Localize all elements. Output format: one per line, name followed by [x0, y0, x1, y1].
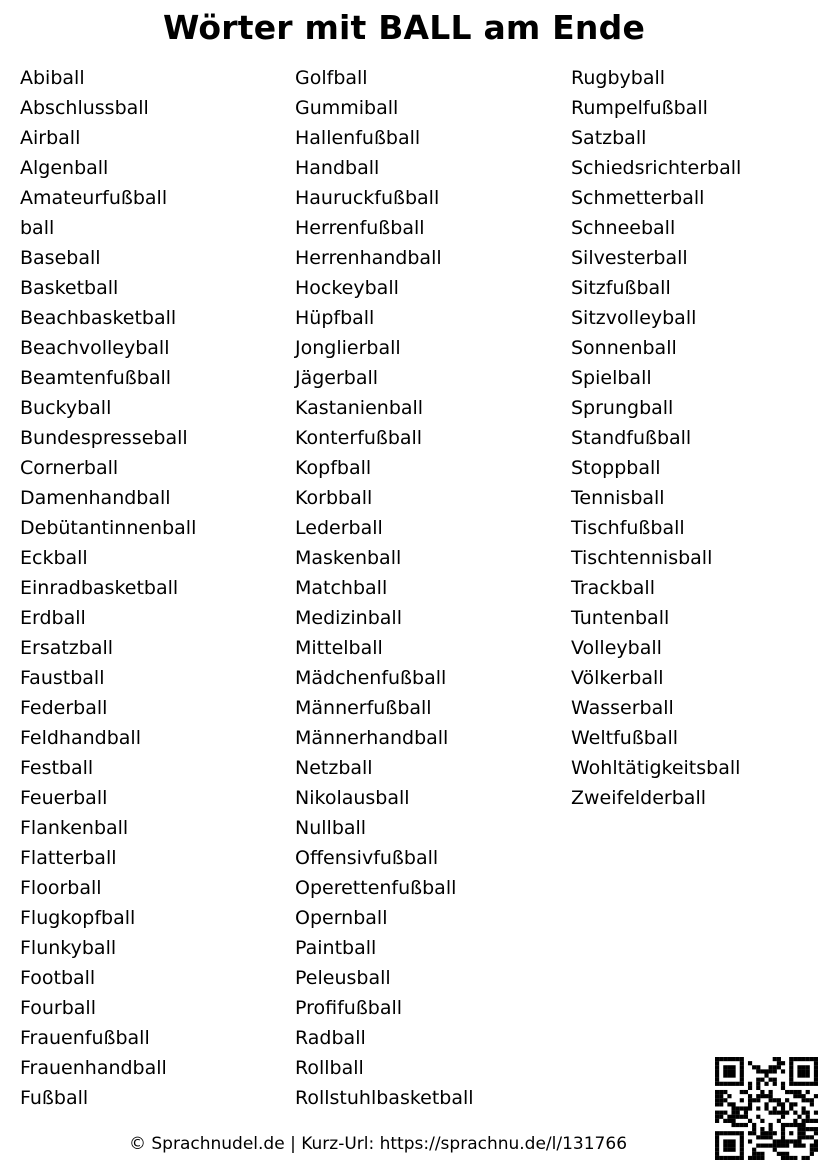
word-item: Opernball [295, 907, 388, 929]
word-item: Schiedsrichterball [571, 157, 742, 179]
word-item: Fußball [20, 1087, 89, 1109]
word-item: Männerfußball [295, 697, 432, 719]
word-item: Golfball [295, 67, 368, 89]
word-item: Einradbasketball [20, 577, 179, 599]
word-item: Eckball [20, 547, 88, 569]
word-item: Weltfußball [571, 727, 679, 749]
word-column-1 [20, 63, 295, 1113]
footer-text: © Sprachnudel.de | Kurz-Url: https://sprachnu.de/l/131766 [128, 1134, 628, 1154]
word-item: Beachbasketball [20, 307, 177, 329]
word-item: Silvesterball [571, 247, 688, 269]
word-item: Korbball [295, 487, 373, 509]
word-item: Satzball [571, 127, 647, 149]
word-item: Sitzvolleyball [571, 307, 697, 329]
word-item: Bundespresseball [20, 427, 188, 449]
word-item: Nikolausball [295, 787, 410, 809]
word-item: Kastanienball [295, 397, 424, 419]
word-item: Rugbyball [571, 67, 666, 89]
word-item: Stoppball [571, 457, 661, 479]
word-item: Kopfball [295, 457, 372, 479]
word-column-2 [295, 63, 571, 1113]
word-item: Sonnenball [571, 337, 677, 359]
word-item: Football [20, 967, 96, 989]
word-item: Völkerball [571, 667, 664, 689]
word-item: Amateurfußball [20, 187, 168, 209]
word-item: Feldhandball [20, 727, 141, 749]
word-item: Beamtenfußball [20, 367, 172, 389]
word-item: Medizinball [295, 607, 402, 629]
word-item: Flatterball [20, 847, 117, 869]
word-item: Jonglierball [295, 337, 401, 359]
word-item: Cornerball [20, 457, 119, 479]
word-item: Frauenhandball [20, 1057, 167, 1079]
word-item: Herrenfußball [295, 217, 425, 239]
word-item: Erdball [20, 607, 86, 629]
word-item: Standfußball [571, 427, 692, 449]
word-item: Netzball [295, 757, 373, 779]
word-item: Tischfußball [571, 517, 685, 539]
word-item: Matchball [295, 577, 388, 599]
word-item: Gummiball [295, 97, 399, 119]
word-item: Offensivfußball [295, 847, 439, 869]
word-item: Rollball [295, 1057, 364, 1079]
word-item: Floorball [20, 877, 102, 899]
word-item: Hockeyball [295, 277, 399, 299]
word-column-3 [571, 63, 807, 813]
word-item: Flankenball [20, 817, 129, 839]
word-item: Tennisball [571, 487, 665, 509]
word-item: Konterfußball [295, 427, 423, 449]
word-item: Algenball [20, 157, 109, 179]
word-item: Paintball [295, 937, 377, 959]
word-item: Baseball [20, 247, 101, 269]
word-item: Feuerball [20, 787, 108, 809]
word-item: Federball [20, 697, 108, 719]
word-item: Trackball [571, 577, 655, 599]
word-list [20, 63, 807, 1113]
word-item: Hauruckfußball [295, 187, 440, 209]
word-item: Tuntenball [571, 607, 670, 629]
word-item: Zweifelderball [571, 787, 707, 809]
word-item: Wasserball [571, 697, 674, 719]
word-item: Sprungball [571, 397, 674, 419]
word-item: Peleusball [295, 967, 391, 989]
word-item: ball [20, 217, 55, 239]
word-item: Sitzfußball [571, 277, 671, 299]
word-item: Volleyball [571, 637, 662, 659]
word-item: Frauenfußball [20, 1027, 150, 1049]
word-item: Mädchenfußball [295, 667, 447, 689]
word-item: Schneeball [571, 217, 676, 239]
word-item: Mittelball [295, 637, 383, 659]
word-item: Handball [295, 157, 380, 179]
word-item: Debütantinnenball [20, 517, 197, 539]
word-item: Männerhandball [295, 727, 449, 749]
word-item: Herrenhandball [295, 247, 442, 269]
word-item: Abschlussball [20, 97, 149, 119]
word-item: Hüpfball [295, 307, 375, 329]
word-item: Fourball [20, 997, 96, 1019]
footer [0, 1132, 756, 1156]
word-item: Festball [20, 757, 94, 779]
word-item: Lederball [295, 517, 383, 539]
word-item: Abiball [20, 67, 85, 89]
word-item: Tischtennisball [571, 547, 713, 569]
word-item: Beachvolleyball [20, 337, 170, 359]
word-item: Operettenfußball [295, 877, 457, 899]
word-item: Rumpelfußball [571, 97, 708, 119]
word-item: Radball [295, 1027, 366, 1049]
word-item: Airball [20, 127, 81, 149]
word-item: Spielball [571, 367, 652, 389]
word-item: Maskenball [295, 547, 402, 569]
word-item: Profifußball [295, 997, 403, 1019]
word-item: Schmetterball [571, 187, 705, 209]
word-item: Damenhandball [20, 487, 171, 509]
word-item: Flugkopfball [20, 907, 136, 929]
qr-code-icon [715, 1057, 818, 1160]
word-item: Jägerball [295, 367, 379, 389]
page-title: Wörter mit BALL am Ende [162, 8, 646, 47]
word-item: Wohltätigkeitsball [571, 757, 741, 779]
word-item: Faustball [20, 667, 105, 689]
word-item: Ersatzball [20, 637, 114, 659]
word-item: Basketball [20, 277, 119, 299]
word-item: Rollstuhlbasketball [295, 1087, 474, 1109]
word-item: Nullball [295, 817, 367, 839]
word-item: Buckyball [20, 397, 112, 419]
word-item: Hallenfußball [295, 127, 421, 149]
word-item: Flunkyball [20, 937, 117, 959]
